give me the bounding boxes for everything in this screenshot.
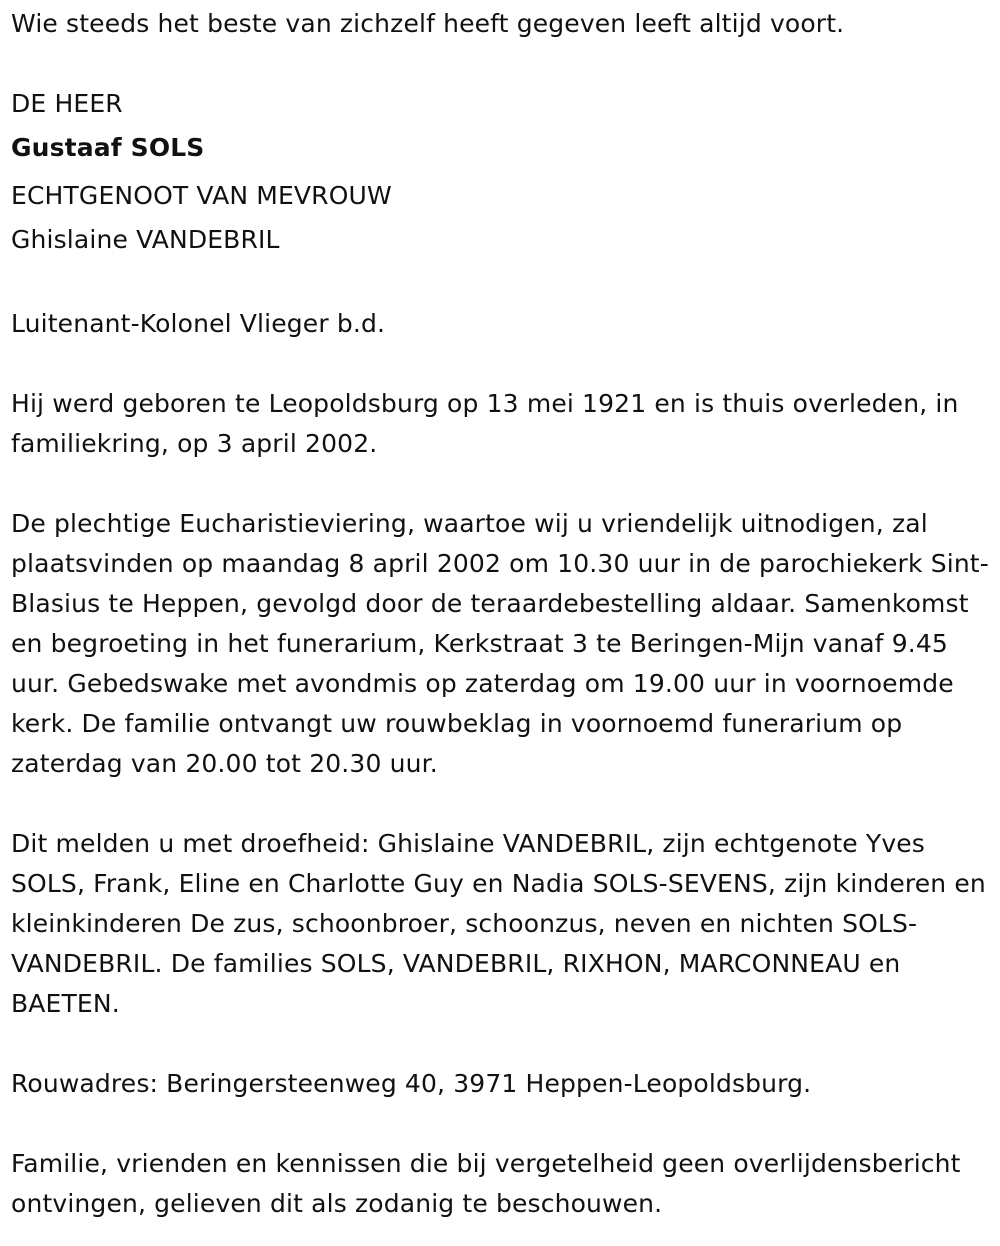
spacer: [11, 1104, 992, 1144]
birth-death-text: Hij werd geboren te Leopoldsburg op 13 mei 1921 en is thuis overleden, in familiekring, op 3 april 2002.: [11, 389, 959, 458]
spacer: [11, 268, 992, 304]
ceremony-text: De plechtige Eucharistieviering, waartoe wij u vriendelijk uitnodigen, zal plaatsvinden op maandag 8 april 2002 om 10.30 uur in de parochiekerk Sint-Blasius te Heppen, gevolgd door de teraardebestelling aldaar. Samenkomst en begroeting in het funerarium, Kerkstraat 3 te Beringen-Mijn vanaf 9.45 uur. Gebedswake met avondmis op zaterdag om 19.00 uur in voornoemde kerk. De familie ontvangt uw rouwbeklag in voornoemd funerarium op zaterdag van 20.00 tot 20.30 uur.: [11, 509, 989, 778]
address-text: Rouwadres: Beringersteenweg 40, 3971 Heppen-Leopoldsburg.: [11, 1069, 812, 1098]
motto-text: Wie steeds het beste van zichzelf heeft gegeven leeft altijd voort.: [11, 9, 845, 38]
spacer: [11, 344, 992, 384]
deceased-name: Gustaaf SOLS: [11, 133, 205, 162]
honorific: DE HEER: [11, 89, 123, 118]
closing-text: Familie, vrienden en kennissen die bij vergetelheid geen overlijdensbericht ontvingen, gelieven dit als zodanig te beschouwen.: [11, 1149, 961, 1218]
spouse-name: Ghislaine VANDEBRIL: [11, 225, 280, 254]
family-text: Dit melden u met droefheid: Ghislaine VANDEBRIL, zijn echtgenote Yves SOLS, Frank, Eline en Charlotte Guy en Nadia SOLS-SEVENS, zijn kinderen en kleinkinderen De zus, schoonbroer, schoonzus, neven en nichten SOLS-VANDEBRIL. De families SOLS, VANDEBRIL, RIXHON, MARCONNEAU en BAETEN.: [11, 829, 986, 1018]
spouse-label: ECHTGENOOT VAN MEVROUW: [11, 181, 392, 210]
rank-text: Luitenant-Kolonel Vlieger b.d.: [11, 309, 386, 338]
spacer: [11, 464, 992, 504]
spacer: [11, 784, 992, 824]
spacer: [11, 1024, 992, 1064]
